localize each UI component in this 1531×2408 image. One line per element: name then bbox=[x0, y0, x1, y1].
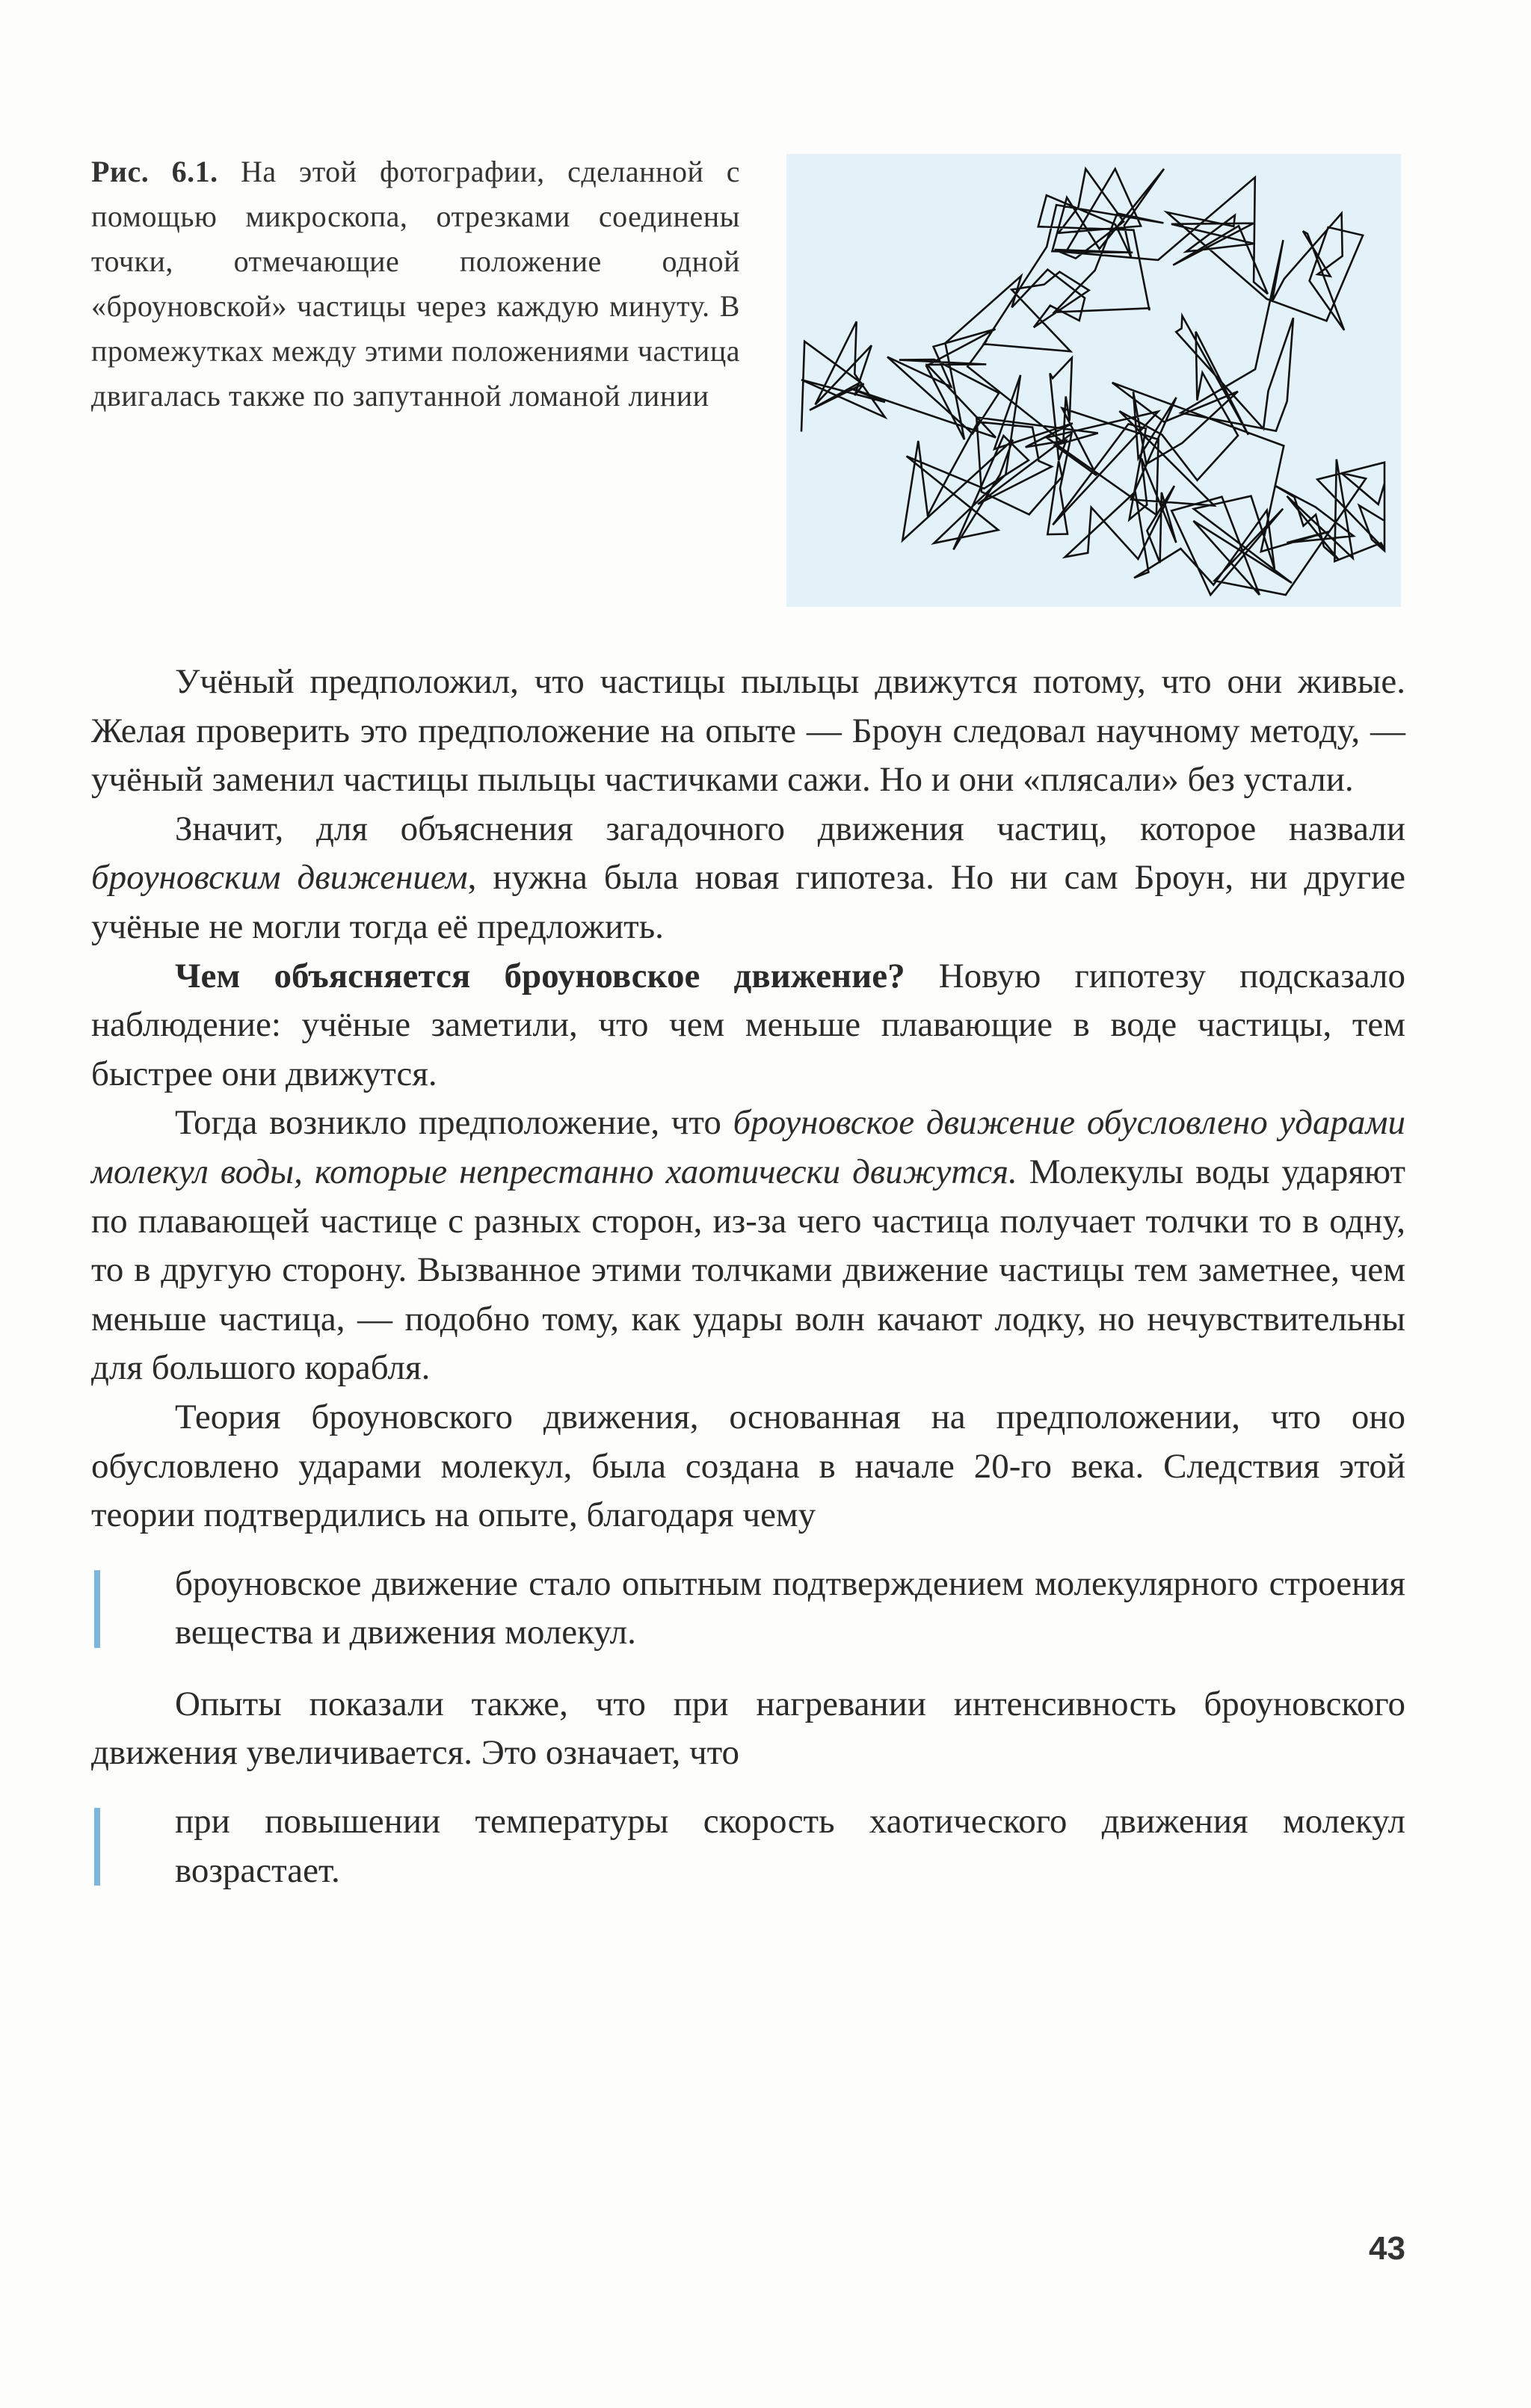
paragraph-6: Опыты показали также, что при нагревании интенсивность броуновского движения увеличивается. Это означает, что bbox=[91, 1684, 1405, 1773]
highlight-bar bbox=[94, 1808, 100, 1886]
paragraph-4-text-b: Молекулы воды ударяют по плавающей частице с разных сторон, из-за чего частица получает толчки то в одну, то в другую сторону. Вызванное этими толчками движение частицы тем заметнее, чем меньше частица, — подобно тому, как удары волн качают лодку, но нечувствительны для большого корабля. bbox=[91, 1152, 1405, 1388]
figure-label: Рис. 6.1. bbox=[91, 155, 218, 188]
paragraph-4-text-a: Тогда возникло предположение, что bbox=[175, 1103, 733, 1143]
paragraph-4 bbox=[91, 1099, 1405, 1393]
paragraph-3-text: Новую гипотезу подсказало наблюдение: учёные заметили, что чем меньше плавающие в воде частицы, тем быстрее они движутся. bbox=[91, 956, 1405, 1093]
page-number: 43 bbox=[1369, 2230, 1405, 2267]
key-statement-2-text: при повышении температуры скорость хаотического движения молекул возрастает. bbox=[175, 1802, 1405, 1890]
hypothesis-italic: броуновское движение обусловлено ударами молекул воды, которые непрестанно хаотически движутся. bbox=[91, 1103, 1405, 1191]
paragraph-3 bbox=[91, 952, 1405, 1099]
term-brownian-motion: броуновским движением bbox=[91, 858, 468, 898]
paragraph-2-text-a: Значит, для объяснения загадочного движения частиц, которое назвали bbox=[175, 809, 1405, 848]
key-statement-1-text: броуновское движение стало опытным подтверждением молекулярного строения вещества и движения молекул. bbox=[175, 1563, 1405, 1652]
paragraph-1: Учёный предположил, что частицы пыльцы движутся потому, что они живые. Желая проверить это предположение на опыте — Броун следовал научному методу, — учёный заменил частицы пыльцы частичками сажи. Но и они «плясали» без устали. bbox=[91, 662, 1405, 800]
section-question: Чем объясняется броуновское движение? bbox=[175, 956, 905, 995]
highlight-bar bbox=[94, 1570, 100, 1648]
particle-path bbox=[801, 169, 1384, 595]
paragraph-2-text-b: , нужна была новая гипотеза. Но ни сам Броун, ни другие учёные не могли тогда её предложить. bbox=[91, 858, 1405, 946]
paragraph-2 bbox=[91, 805, 1405, 952]
brownian-motion-figure bbox=[786, 154, 1401, 607]
key-statement-2 bbox=[91, 1797, 1405, 1895]
main-text bbox=[91, 658, 1405, 1918]
key-statement-1 bbox=[91, 1560, 1405, 1658]
brownian-trajectory-plot bbox=[786, 154, 1401, 607]
figure-caption-text: На этой фотографии, сделанной с помощью микроскопа, отрезками соединены точки, отмечающие положение одной «броуновской» частицы через каждую минуту. В промежутках между этими положениями частица двигалась также по запутанной ломаной линии bbox=[91, 155, 741, 413]
figure-caption bbox=[91, 149, 740, 419]
paragraph-5: Теория броуновского движения, основанная на предположении, что оно обусловлено ударами молекул, была создана в начале 20-го века. Следствия этой теории подтвердились на опыте, благодаря чему bbox=[91, 1397, 1405, 1535]
